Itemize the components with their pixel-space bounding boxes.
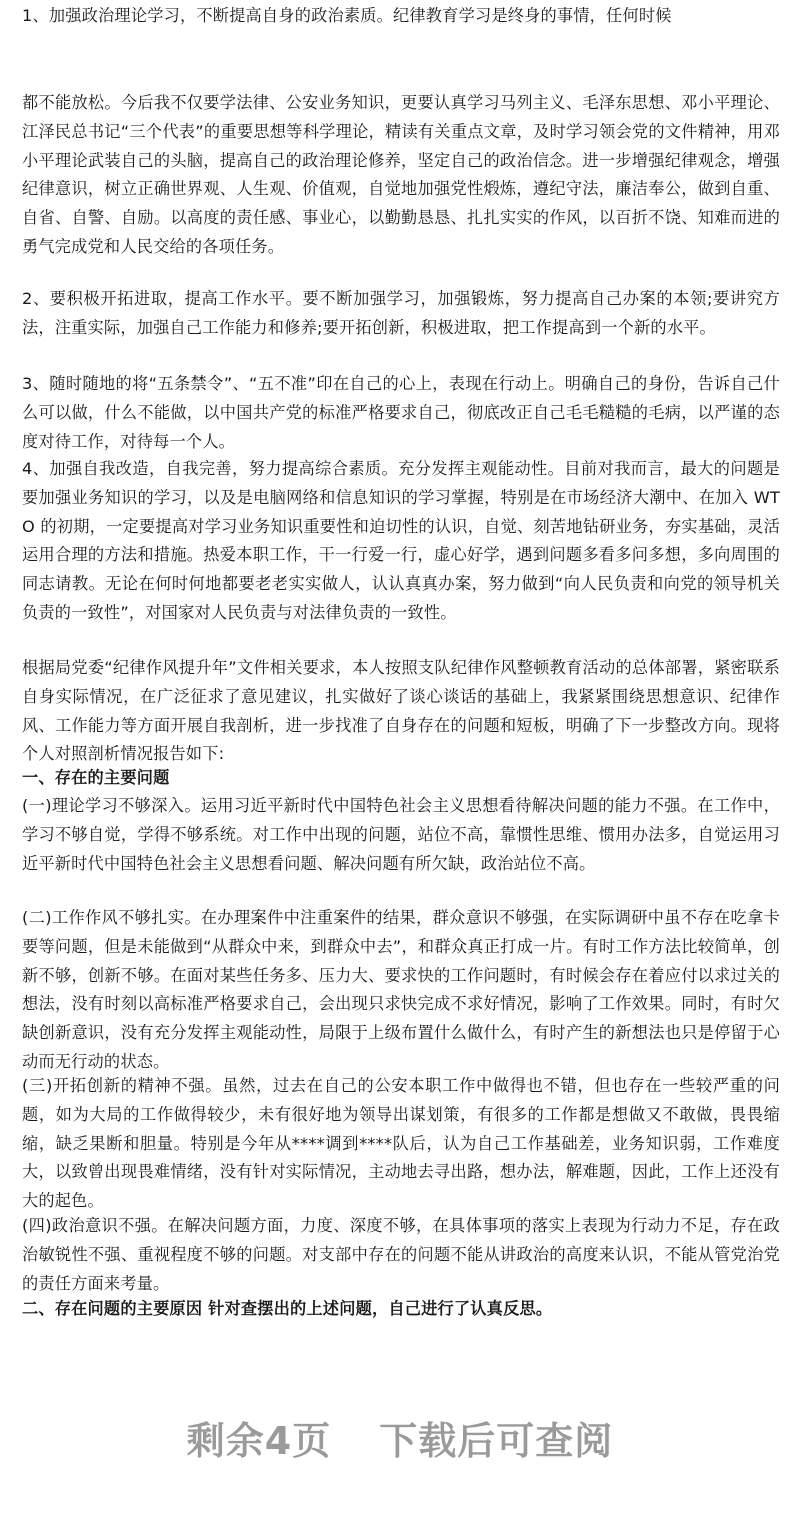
subsection-1: (一)理论学习不够深入。运用习近平新时代中国特色社会主义思想看待解决问题的能力不强。在工作中，学习不够自觉，学得不够系统。对工作中出现的问题，站位不高，靠惯性思维、惯用办法多，自觉运用习近平新时代中国特色社会主义思想看问题、解决问题有所欠缺，政治站位不高。: [22, 796, 780, 873]
section-heading-2: 二、存在问题的主要原因 针对查摆出的上述问题，自己进行了认真反思。: [22, 1299, 553, 1318]
remaining-pages-label: 剩余4页: [186, 1419, 332, 1463]
paragraph-2: 2、要积极开拓进取，提高工作水平。要不断加强学习，加强锻炼，努力提高自己办案的本领;要讲究方法，注重实际，加强自己工作能力和修养;要开拓创新，积极进取，把工作提高到一个新的水平。: [22, 289, 780, 337]
paragraph-1-continued: 都不能放松。今后我不仅要学法律、公安业务知识，更要认真学习马列主义、毛泽东思想、邓小平理论、江泽民总书记“三个代表”的重要思想等科学理论，精读有关重点文章，及时学习领会党的文件精神，用邓小平理论武装自己的头脑，提高自己的政治理论修养，坚定自己的政治信念。进一步增强纪律观念，增强纪律意识，树立正确世界观、人生观、价值观，自觉地加强党性煅炼，遵纪守法，廉洁奉公，做到自重、自省、自警、自励。以高度的责任感、事业心，以勤勤恳恳、扎扎实实的作风，以百折不饶、知难而进的勇气完成党和人民交给的各项任务。: [22, 93, 780, 256]
paragraph-3: 3、随时随地的将“五条禁令”、“五不准”印在自己的心上，表现在行动上。明确自己的身份，告诉自己什么可以做，什么不能做，以中国共产党的标准严格要求自己，彻底改正自己毛毛糙糙的毛病，以严谨的态度对待工作，对待每一个人。: [22, 374, 780, 451]
subsection-2: (二)工作作风不够扎实。在办理案件中注重案件的结果，群众意识不够强，在实际调研中虽不存在吃拿卡要等问题，但是未能做到“从群众中来，到群众中去”，和群众真正打成一片。有时工作方法比较简单，创新不够，创新不够。在面对某些任务多、压力大、要求快的工作问题时，有时候会存在着应付以求过关的想法，没有时刻以高标准严格要求自己，会出现只求快完成不求好情况，影响了工作效果。同时，有时欠缺创新意识，没有充分发挥主观能动性，局限于上级布置什么做什么，有时产生的新想法也只是停留于心动而无行动的状态。: [22, 908, 780, 1071]
intro-paragraph: 根据局党委“纪律作风提升年”文件相关要求，本人按照支队纪律作风整顿教育活动的总体部署，紧密联系自身实际情况，在广泛征求了意见建议，扎实做好了谈心谈话的基础上，我紧紧围绕思想意识、纪律作风、工作能力等方面开展自我剖析，进一步找准了自身存在的问题和短板，明确了下一步整改方向。现将个人对照剖析情况报告如下:: [22, 658, 780, 764]
subsection-3: (三)开拓创新的精神不强。虽然，过去在自己的公安本职工作中做得也不错，但也存在一些较严重的问题，如为大局的工作做得较少，未有很好地为领导出谋划策，有很多的工作都是想做又不敢做，畏畏缩缩，缺乏果断和胆量。特别是今年从****调到****队后，认为自己工作基础差，业务知识弱，工作难度大，以致曾出现畏难情绪，没有针对实际情况，主动地去寻出路，想办法，解难题，因此，工作上还没有大的起色。: [22, 1076, 780, 1211]
download-to-view-label: 下载后可查阅: [379, 1419, 614, 1463]
section-heading-1: 一、存在的主要问题: [22, 768, 170, 787]
download-prompt[interactable]: [0, 1410, 800, 1465]
paragraph-1-first-line: 1、加强政治理论学习，不断提高自身的政治素质。纪律教育学习是终身的事情，任何时候: [22, 6, 672, 25]
subsection-4: (四)政治意识不强。在解决问题方面，力度、深度不够，在具体事项的落实上表现为行动力不足，存在政治敏锐性不强、重视程度不够的问题。对支部中存在的问题不能从讲政治的高度来认识，不能从管党治党的责任方面来考量。: [22, 1216, 780, 1293]
paragraph-4: 4、加强自我改造，自我完善，努力提高综合素质。充分发挥主观能动性。目前对我而言，最大的问题是要加强业务知识的学习，以及是电脑网络和信息知识的学习掌握，特别是在市场经济大潮中、在加入 WTO 的初期，一定要提高对学习业务知识重要性和迫切性的认识，自觉、刻苦地钻研业务，夯实基础，灵活运用合理的方法和措施。热爱本职工作，干一行爱一行，虚心好学，遇到问题多看多问多想，多向周围的同志请教。无论在何时何地都要老老实实做人，认认真真办案，努力做到“向人民负责和向党的领导机关负责的一致性”，对国家对人民负责与对法律负责的一致性。: [22, 459, 780, 622]
